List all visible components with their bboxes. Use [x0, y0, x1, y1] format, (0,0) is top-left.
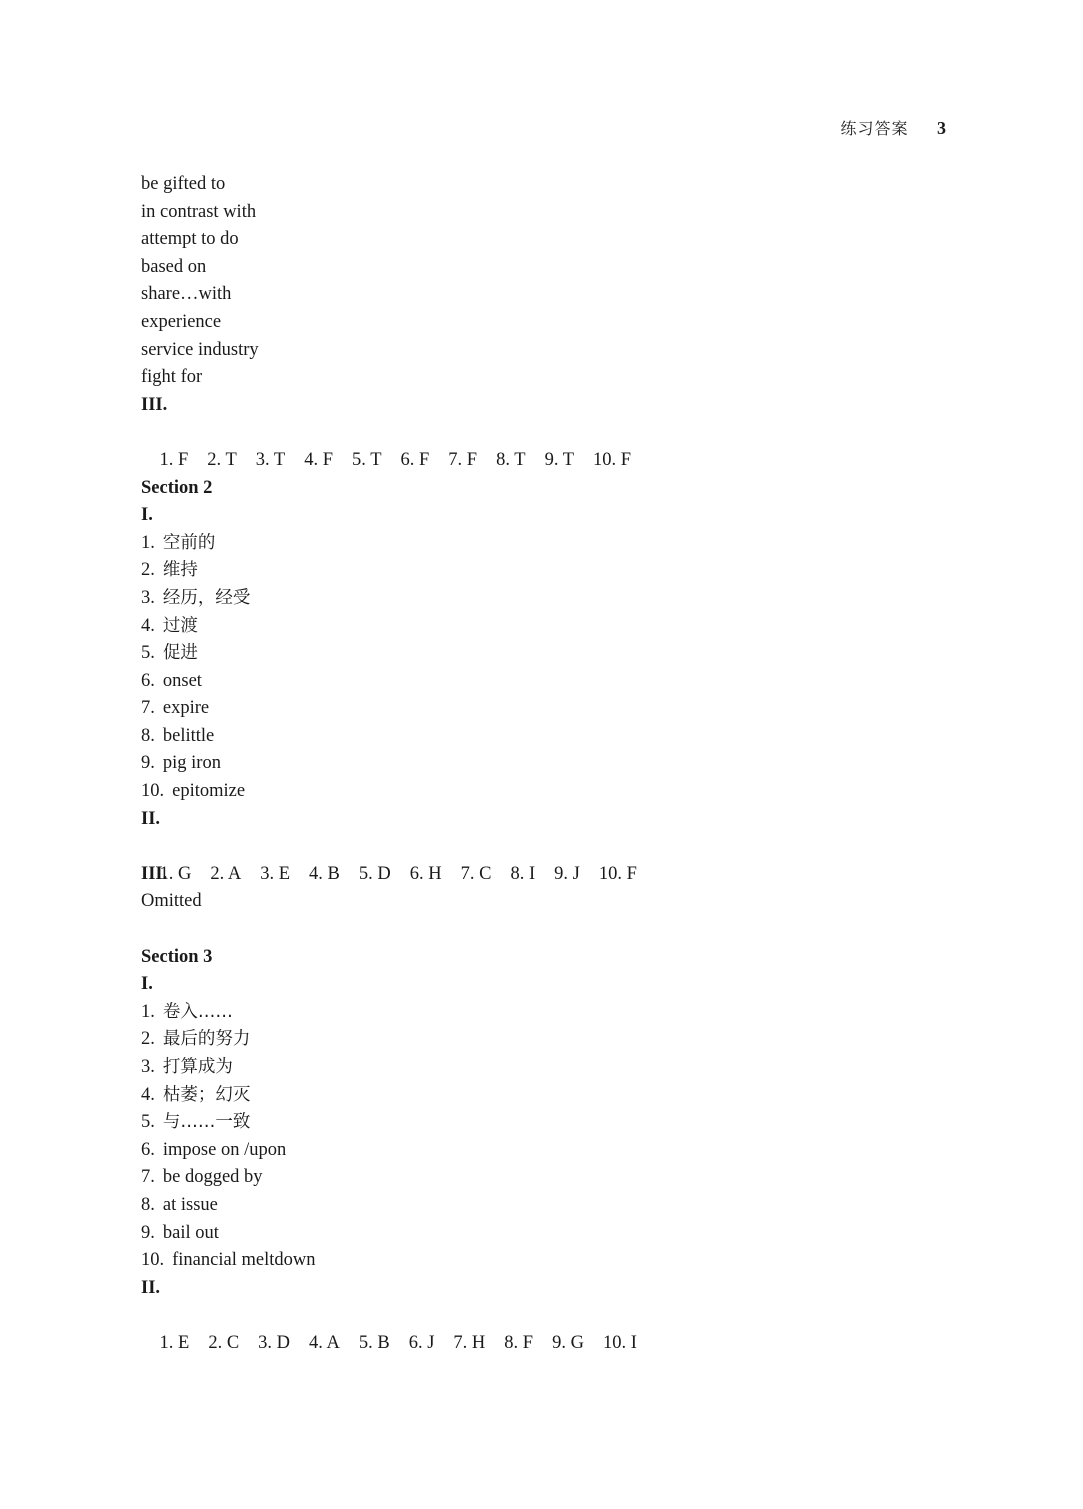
answer-item: 2. T	[207, 449, 237, 470]
answer-item: 7. C	[460, 863, 492, 884]
vocab-item	[141, 1164, 941, 1192]
item-number: 9.	[141, 753, 155, 774]
answer-item: 10. I	[602, 1332, 637, 1353]
spacer	[141, 916, 941, 944]
section3-vocab-list	[141, 999, 941, 1275]
vocab-item	[141, 640, 941, 668]
vocab-item	[141, 557, 941, 585]
item-text: bail out	[162, 1222, 219, 1243]
section-heading: Section 3	[141, 946, 213, 967]
answer-item: 7. H	[453, 1332, 486, 1353]
vocab-item	[141, 778, 941, 806]
section-heading: Section 2	[141, 477, 213, 498]
page-header	[840, 116, 946, 141]
phrase-item: service industry	[141, 339, 259, 360]
item-text: impose on /upon	[162, 1139, 287, 1160]
item-number: 2.	[141, 560, 155, 581]
item-number: 1.	[141, 1001, 155, 1022]
answer-item: 8. T	[496, 449, 526, 470]
item-number: 4.	[141, 615, 155, 636]
item-number: 8.	[141, 725, 155, 746]
answer-item: 8. I	[510, 863, 536, 884]
item-text: 经历，经受	[162, 587, 251, 608]
vocab-item	[141, 750, 941, 778]
vocab-item	[141, 585, 941, 613]
item-number: 3.	[141, 587, 155, 608]
item-text: 维持	[162, 560, 198, 581]
answer-item: 4. F	[304, 449, 334, 470]
vocab-item	[141, 1192, 941, 1220]
phrase-item: be gifted to	[141, 174, 226, 194]
answer-item: 1. G	[159, 863, 192, 884]
answer-row	[141, 1302, 941, 1353]
item-number: 9.	[141, 1222, 155, 1243]
vocab-item	[141, 1220, 941, 1248]
item-number: 8.	[141, 1194, 155, 1215]
item-text: epitomize	[172, 781, 246, 802]
part-label: III.	[141, 863, 168, 884]
item-text: 空前的	[162, 532, 216, 553]
item-text: financial meltdown	[172, 1250, 316, 1271]
item-text: 促进	[162, 643, 198, 664]
item-number: 6.	[141, 670, 155, 691]
vocab-item	[141, 1054, 941, 1082]
item-text: at issue	[162, 1194, 218, 1215]
part-label: I.	[141, 505, 153, 526]
answer-item: 6. J	[408, 1332, 435, 1353]
answer-item: 10. F	[593, 449, 632, 470]
answer-item: 2. C	[208, 1332, 240, 1353]
vocab-item	[141, 1137, 941, 1165]
page-number: 3	[937, 118, 946, 138]
item-number: 7.	[141, 698, 155, 719]
vocab-item	[141, 1247, 941, 1275]
answer-item: 3. D	[258, 1332, 291, 1353]
item-number: 5.	[141, 1112, 155, 1133]
vocab-item	[141, 668, 941, 696]
item-number: 4.	[141, 1084, 155, 1105]
phrase-item: fight for	[141, 367, 203, 388]
item-number: 6.	[141, 1139, 155, 1160]
item-text: 最后的努力	[162, 1029, 251, 1050]
item-text: 卷入……	[162, 1001, 233, 1022]
answer-item: 4. A	[309, 1332, 340, 1353]
part-label: II.	[141, 1277, 161, 1298]
answer-item: 7. F	[448, 449, 478, 470]
item-number: 5.	[141, 643, 155, 664]
vocab-item	[141, 1109, 941, 1137]
phrase-item: attempt to do	[141, 229, 239, 250]
vocab-item	[141, 999, 941, 1027]
answer-item: 5. B	[358, 1332, 390, 1353]
phrase-item: share…with	[141, 284, 232, 305]
item-text: pig iron	[162, 753, 221, 774]
running-head-title: 练习答案	[840, 119, 909, 138]
item-number: 3.	[141, 1057, 155, 1077]
answer-row	[141, 419, 941, 470]
item-text: expire	[162, 698, 210, 719]
item-text: 打算成为	[162, 1057, 233, 1077]
answer-item: 4. B	[309, 863, 340, 884]
section2-vocab-list	[141, 530, 941, 806]
answer-item: 8. F	[504, 1332, 534, 1353]
answer-item: 10. F	[598, 863, 637, 884]
answer-item: 9. J	[554, 863, 580, 884]
item-number: 10.	[141, 781, 165, 802]
item-text: 枯萎；幻灭	[162, 1084, 251, 1105]
answer-item: 3. E	[260, 863, 291, 884]
item-number: 2.	[141, 1029, 155, 1050]
item-text: onset	[162, 670, 202, 691]
answer-key-body	[141, 171, 941, 1353]
vocab-item	[141, 695, 941, 723]
item-text: belittle	[162, 725, 215, 746]
answer-item: 5. D	[358, 863, 391, 884]
vocab-item	[141, 613, 941, 641]
item-number: 7.	[141, 1167, 155, 1188]
item-text: 与……一致	[162, 1112, 251, 1133]
item-text: 过渡	[162, 615, 198, 636]
section1-phrase-list	[141, 171, 941, 392]
vocab-item	[141, 1026, 941, 1054]
item-number: 1.	[141, 532, 155, 553]
answer-item: 1. E	[159, 1332, 190, 1353]
answer-item: 3. T	[255, 449, 286, 470]
answer-item: 5. T	[352, 449, 382, 470]
item-text: be dogged by	[162, 1167, 263, 1188]
part-label: III.	[141, 394, 168, 415]
phrase-item: experience	[141, 311, 222, 332]
omitted-note: Omitted	[141, 891, 202, 912]
answer-item: 1. F	[159, 449, 189, 470]
answer-item: 6. F	[400, 449, 430, 470]
part-label: I.	[141, 974, 153, 995]
phrase-item: in contrast with	[141, 201, 257, 222]
phrase-item: based on	[141, 256, 207, 277]
vocab-item	[141, 723, 941, 751]
item-number: 10.	[141, 1250, 165, 1271]
answer-item: 9. G	[552, 1332, 584, 1353]
answer-item: 9. T	[544, 449, 575, 470]
vocab-item	[141, 530, 941, 558]
vocab-item	[141, 1082, 941, 1110]
answer-item: 6. H	[409, 863, 442, 884]
answer-item: 2. A	[210, 863, 242, 884]
part-label: II.	[141, 808, 161, 829]
